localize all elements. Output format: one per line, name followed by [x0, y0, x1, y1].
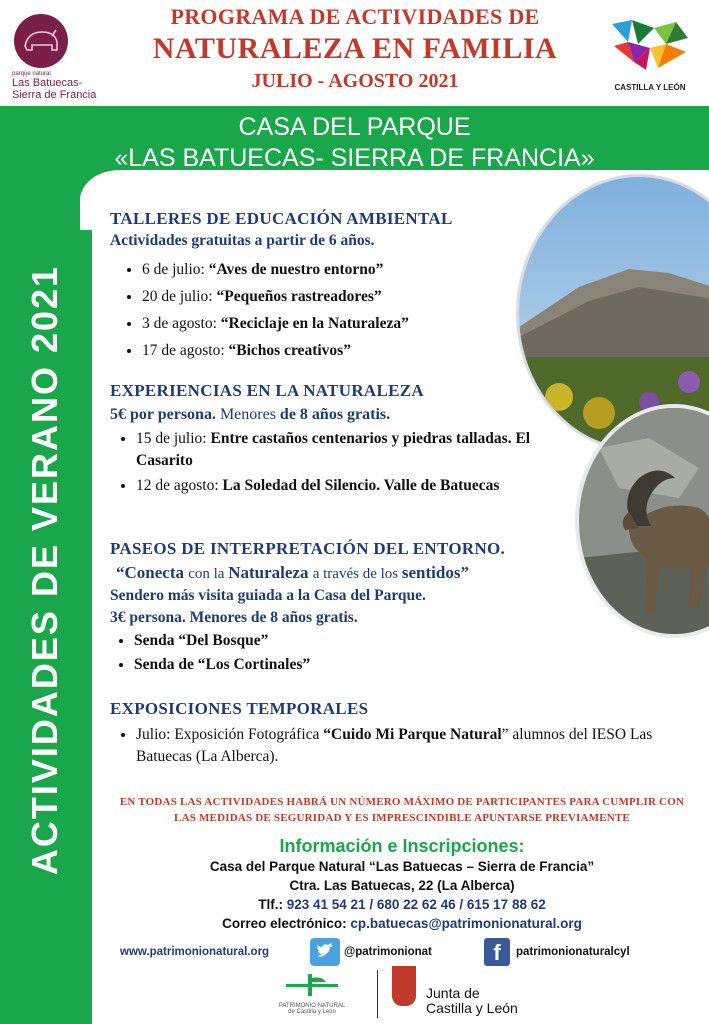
facebook-icon[interactable]: f [484, 938, 510, 966]
park-logo-small-text: parque natural [12, 71, 51, 77]
junta-logo [392, 964, 522, 1022]
item-date: 17 de agosto: [142, 342, 229, 359]
info-title: Información e Inscripciones: [279, 836, 525, 856]
item-date: 3 de agosto: [142, 315, 221, 332]
experiencias-price: 5€ por persona. Menores de 8 años gratis. [110, 406, 391, 423]
patrimonio-natural-icon [282, 972, 342, 998]
item-date: 20 de julio: [142, 288, 217, 305]
paseos-slogan: “Conecta con la Naturaleza a través de los sentidos” [116, 563, 469, 582]
pn-text: PATRIMONIO NATURAL [278, 1003, 346, 1009]
facebook-handle[interactable]: patrimonionaturalcyl [516, 946, 630, 958]
exposiciones-heading: EXPOSICIONES TEMPORALES [110, 699, 369, 718]
band-line-1: CASA DEL PARQUE [238, 113, 471, 141]
paseos-line-2: Sendero más visita guiada a la Casa del Parque. [110, 587, 426, 604]
capacity-warning [100, 794, 704, 826]
email-link[interactable]: cp.batuecas@patrimonionatural.org [350, 916, 582, 931]
list-item [136, 428, 550, 472]
experiencias-section [110, 380, 550, 497]
item-title: “Pequeños rastreadores” [216, 288, 382, 305]
list-item: • Senda de “Los Cortinales” [134, 653, 590, 677]
paseos-section [110, 538, 590, 677]
list-item: • Julio: Exposición Fotográfica “Cuido Mi Parque Natural” alumnos del IESO Las Batuecas (La Alberca). [136, 724, 670, 768]
park-logo-name-2: Sierra de Francia [12, 89, 97, 101]
logo-divider [377, 970, 378, 1018]
patrimonio-natural-logo [272, 972, 352, 1015]
program-title [130, 4, 580, 93]
coat-of-arms-icon [392, 966, 416, 1006]
twitter-handle[interactable]: @patrimonionat [344, 946, 432, 958]
park-logo-name-1: Las Batuecas- [12, 77, 83, 89]
exposiciones-section [110, 698, 670, 768]
item-date: 6 de julio: [142, 261, 209, 278]
item-title: “Aves de nuestro entorno” [208, 261, 384, 278]
item-title: La Soledad del Silencio. Valle de Batuecas [222, 477, 500, 494]
warning-line-2: LAS MEDIDAS DE SEGURIDAD Y ES IMPRESCINDIBLE APUNTARSE PREVIAMENTE [174, 812, 630, 824]
info-place: Casa del Parque Natural “Las Batuecas – Sierra de Francia” [209, 859, 595, 874]
casa-del-parque-heading [0, 112, 709, 174]
list-item [142, 256, 453, 283]
talleres-heading: TALLERES DE EDUCACIÓN AMBIENTAL [110, 209, 453, 228]
website-link[interactable]: www.patrimonionatural.org [120, 946, 270, 958]
paseos-heading: PASEOS DE INTERPRETACIÓN DEL ENTORNO. [110, 539, 506, 558]
vertical-summer-title: ACTIVIDADES DE VERANO 2021 [24, 264, 65, 876]
title-line-1: PROGRAMA DE ACTIVIDADES DE [170, 4, 540, 29]
info-email: Correo electrónico: cp.batuecas@patrimonionatural.org [222, 916, 582, 931]
bear-logo-icon [14, 14, 68, 68]
contact-info [100, 836, 704, 933]
castilla-leon-logo [605, 18, 695, 92]
footer-logos [260, 962, 520, 1022]
list-item [136, 475, 550, 497]
item-date: 15 de julio: [136, 430, 211, 447]
experiencias-heading: EXPERIENCIAS EN LA NATURALEZA [110, 381, 424, 400]
castilla-leon-mosaic-icon [610, 18, 690, 72]
item-title: “Bichos creativos” [228, 342, 351, 359]
title-line-2: NATURALEZA EN FAMILIA [152, 32, 558, 65]
item-title: Entre castaños centenarios y piedras talladas. El Casarito [136, 430, 531, 469]
item-date: 12 de agosto: [136, 477, 223, 494]
list-item [142, 283, 453, 310]
item-title: “Reciclaje en la Naturaleza” [220, 315, 409, 332]
band-line-2: «LAS BATUECAS- SIERRA DE FRANCIA» [114, 144, 595, 172]
castilla-leon-caption: CASTILLA Y LEÓN [614, 83, 686, 92]
paseos-line-3: 3€ persona. Menores de 8 años gratis. [110, 609, 358, 626]
info-phones: Tlf.: 923 41 54 21 / 680 22 62 46 / 615 17 88 62 [258, 897, 546, 912]
talleres-subheading: Actividades gratuitas a partir de 6 años. [110, 232, 375, 249]
pn-sub: de Castilla y León [288, 1009, 336, 1015]
junta-text: Junta de Castilla y León [426, 985, 518, 1016]
phone-numbers[interactable]: 923 41 54 21 / 680 22 62 46 / 615 17 88 62 [286, 897, 546, 912]
list-item [142, 310, 453, 337]
park-logo [12, 14, 132, 101]
title-line-3: JULIO - AGOSTO 2021 [251, 70, 459, 92]
list-item: • Senda “Del Bosque” [134, 629, 590, 653]
list-item [142, 337, 453, 364]
info-address: Ctra. Las Batuecas, 22 (La Alberca) [289, 878, 515, 893]
warning-line-1: EN TODAS LAS ACTIVIDADES HABRÁ UN NÚMERO MÁXIMO DE PARTICIPANTES PARA CUMPLIR CON [119, 796, 685, 808]
talleres-section [110, 208, 453, 364]
